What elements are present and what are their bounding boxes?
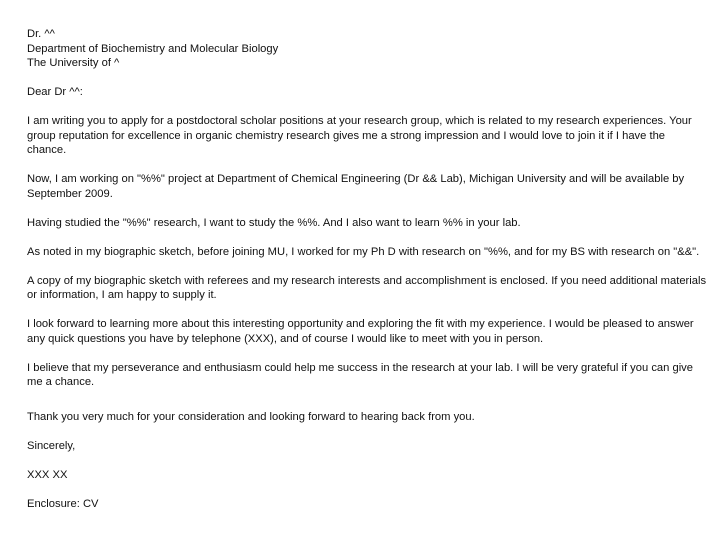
closing: Sincerely, xyxy=(27,439,76,452)
paragraph-study-plan: Having studied the "%%" research, I want to study the %%. And I also want to learn %% in your lab. xyxy=(27,216,521,229)
recipient-name: Dr. ^^ xyxy=(27,28,55,40)
paragraph-current-work: Now, I am working on "%%" project at Department of Chemical Engineering (Dr && Lab), Michigan University and will be available by September 2009. xyxy=(27,173,685,200)
paragraph-perseverance: I believe that my perseverance and enthusiasm could help me success in the research at your lab. I will be very grateful if you can give me a chance. xyxy=(27,361,694,388)
recipient-department: Department of Biochemistry and Molecular Biology xyxy=(27,42,279,55)
salutation: Dear Dr ^^: xyxy=(27,86,83,98)
cover-letter xyxy=(27,27,707,511)
recipient-university: The University of ^ xyxy=(27,57,120,69)
paragraph-enclosed-materials: A copy of my biographic sketch with referees and my research interests and accomplishment is enclosed. If you need additional materials or information, I am happy to supply it. xyxy=(27,274,707,301)
paragraph-intro: I am writing you to apply for a postdoctoral scholar positions at your research group, which is related to my research experiences. Your group reputation for excellence in organic chemistry research gives me a strong impression and I would love to join it if I have the chance. xyxy=(27,115,692,156)
recipient-block xyxy=(27,27,707,71)
paragraph-background: As noted in my biographic sketch, before joining MU, I worked for my Ph D with research on "%%, and for my BS with research on "&&". xyxy=(27,245,700,258)
enclosure-note: Enclosure: CV xyxy=(27,497,99,510)
signature-name: XXX XX xyxy=(27,468,68,481)
paragraph-thanks: Thank you very much for your consideration and looking forward to hearing back from you. xyxy=(27,410,475,423)
paragraph-interest: I look forward to learning more about this interesting opportunity and exploring the fit with my experience. I would be pleased to answer any quick questions you have by telephone (XXX), and of course I would like to meet with you in person. xyxy=(27,318,694,345)
